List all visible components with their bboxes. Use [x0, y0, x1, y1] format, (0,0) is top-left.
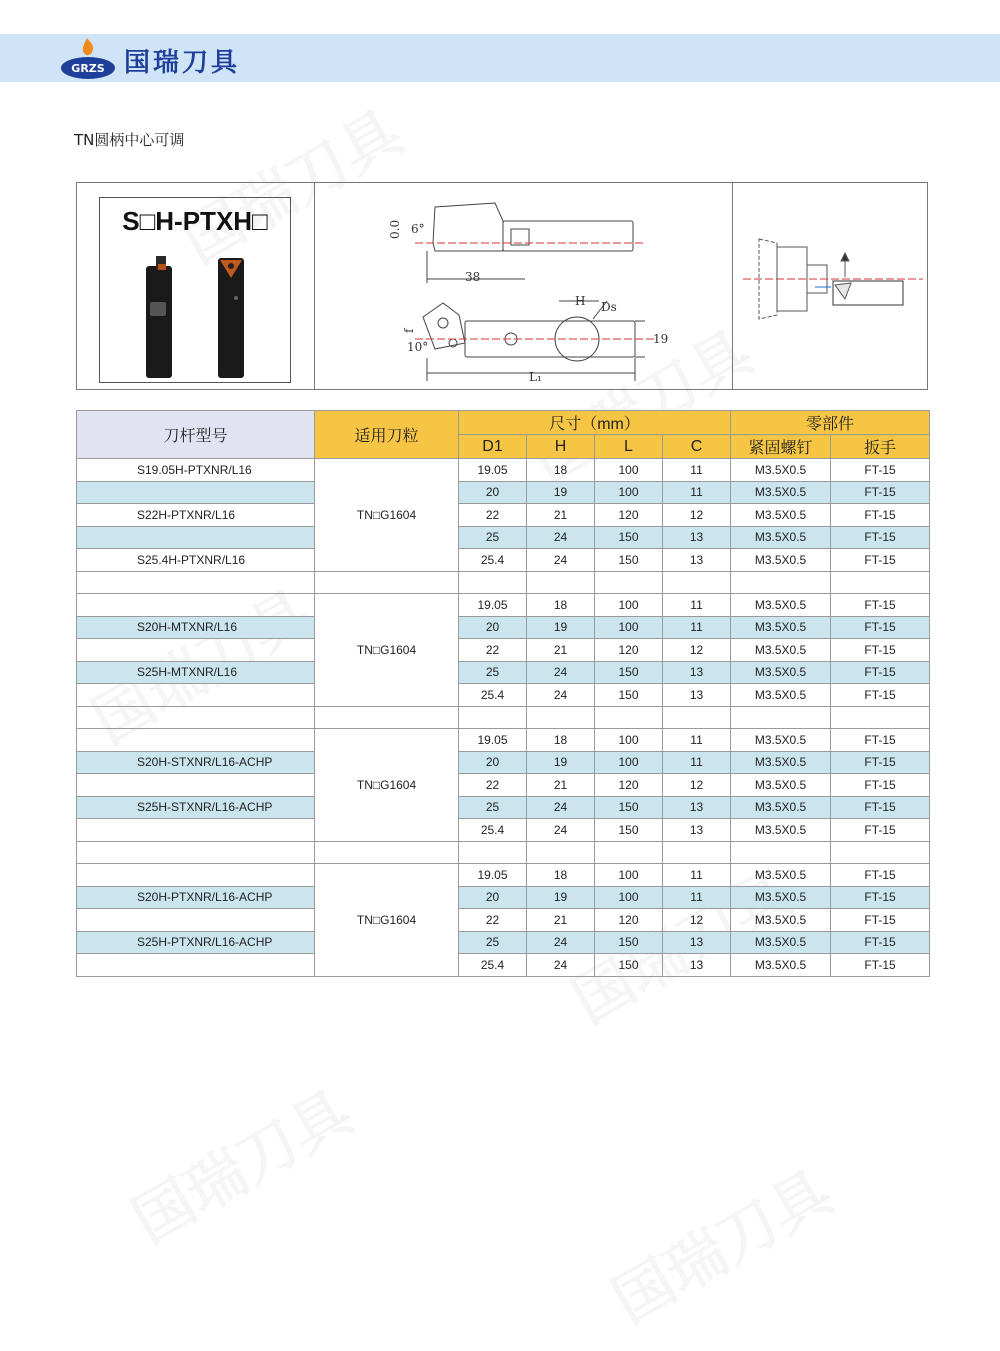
- D1-cell: 20: [459, 886, 527, 909]
- header-L: L: [595, 435, 663, 459]
- screw-cell: M3.5X0.5: [731, 774, 831, 797]
- D1-cell: 25.4: [459, 954, 527, 977]
- C-cell: 13: [663, 931, 731, 954]
- dim-H: H: [575, 294, 586, 308]
- model-cell: [77, 729, 315, 752]
- wrench-cell: FT-15: [831, 729, 930, 752]
- D1-cell: 19.05: [459, 594, 527, 617]
- L-cell: 150: [595, 661, 663, 684]
- table-row: [77, 886, 930, 909]
- empty-cell: [459, 841, 527, 864]
- table-row: [77, 909, 930, 932]
- spec-table: [76, 410, 930, 977]
- wrench-cell: FT-15: [831, 639, 930, 662]
- H-cell: 18: [527, 459, 595, 482]
- D1-cell: 25.4: [459, 684, 527, 707]
- L-cell: 100: [595, 864, 663, 887]
- C-cell: 11: [663, 594, 731, 617]
- H-cell: 21: [527, 774, 595, 797]
- D1-cell: 25: [459, 796, 527, 819]
- L-cell: 100: [595, 481, 663, 504]
- table-row: [77, 549, 930, 572]
- C-cell: 13: [663, 526, 731, 549]
- insert-cell: TN□G1604: [315, 729, 459, 842]
- screw-cell: M3.5X0.5: [731, 819, 831, 842]
- wrench-cell: FT-15: [831, 931, 930, 954]
- empty-cell: [663, 841, 731, 864]
- wrench-cell: FT-15: [831, 504, 930, 527]
- table-row: [77, 684, 930, 707]
- L-cell: 100: [595, 886, 663, 909]
- H-cell: 21: [527, 909, 595, 932]
- L-cell: 100: [595, 459, 663, 482]
- wrench-cell: FT-15: [831, 594, 930, 617]
- C-cell: 11: [663, 886, 731, 909]
- header-wrench: 扳手: [831, 435, 930, 459]
- screw-cell: M3.5X0.5: [731, 684, 831, 707]
- wrench-cell: FT-15: [831, 774, 930, 797]
- C-cell: 13: [663, 549, 731, 572]
- empty-cell: [315, 571, 459, 594]
- screw-cell: M3.5X0.5: [731, 594, 831, 617]
- header-H: H: [527, 435, 595, 459]
- empty-cell: [459, 706, 527, 729]
- wrench-cell: FT-15: [831, 796, 930, 819]
- model-cell: S22H-PTXNR/L16: [77, 504, 315, 527]
- header-C: C: [663, 435, 731, 459]
- dim-angle-10: 10°: [407, 340, 429, 354]
- table-row: [77, 819, 930, 842]
- dim-19: 19: [653, 332, 669, 346]
- screw-cell: M3.5X0.5: [731, 616, 831, 639]
- wrench-cell: FT-15: [831, 954, 930, 977]
- C-cell: 12: [663, 639, 731, 662]
- H-cell: 24: [527, 661, 595, 684]
- screw-cell: M3.5X0.5: [731, 549, 831, 572]
- model-cell: [77, 909, 315, 932]
- empty-cell: [527, 841, 595, 864]
- spacer-row: [77, 841, 930, 864]
- D1-cell: 19.05: [459, 864, 527, 887]
- table-row: [77, 504, 930, 527]
- H-cell: 24: [527, 549, 595, 572]
- D1-cell: 25: [459, 931, 527, 954]
- empty-cell: [459, 571, 527, 594]
- table-row: [77, 526, 930, 549]
- dim-Ds: Ds: [601, 300, 617, 314]
- model-cell: [77, 864, 315, 887]
- C-cell: 11: [663, 751, 731, 774]
- table-row: [77, 616, 930, 639]
- D1-cell: 19.05: [459, 459, 527, 482]
- empty-cell: [595, 706, 663, 729]
- H-cell: 18: [527, 594, 595, 617]
- model-cell: S19.05H-PTXNR/L16: [77, 459, 315, 482]
- model-cell: S25H-MTXNR/L16: [77, 661, 315, 684]
- L-cell: 150: [595, 796, 663, 819]
- dim-zero: 0.0: [388, 219, 402, 239]
- model-cell: [77, 481, 315, 504]
- table-row: [77, 594, 930, 617]
- C-cell: 11: [663, 864, 731, 887]
- C-cell: 12: [663, 909, 731, 932]
- H-cell: 24: [527, 954, 595, 977]
- table-row: [77, 639, 930, 662]
- D1-cell: 22: [459, 639, 527, 662]
- C-cell: 12: [663, 774, 731, 797]
- brand-watermark: [595, 1146, 846, 1340]
- D1-cell: 20: [459, 751, 527, 774]
- wrench-cell: FT-15: [831, 886, 930, 909]
- dim-f: f: [402, 328, 416, 333]
- model-cell: [77, 774, 315, 797]
- wrench-cell: FT-15: [831, 909, 930, 932]
- C-cell: 13: [663, 954, 731, 977]
- screw-cell: M3.5X0.5: [731, 526, 831, 549]
- empty-cell: [595, 841, 663, 864]
- table-row: [77, 459, 930, 482]
- page-subtitle: TN圆柄中心可调: [74, 131, 185, 149]
- table-row: [77, 751, 930, 774]
- empty-cell: [527, 706, 595, 729]
- wrench-cell: FT-15: [831, 481, 930, 504]
- C-cell: 13: [663, 661, 731, 684]
- table-row: [77, 661, 930, 684]
- L-cell: 150: [595, 684, 663, 707]
- empty-cell: [831, 706, 930, 729]
- insert-cell: TN□G1604: [315, 594, 459, 707]
- model-cell: S20H-MTXNR/L16: [77, 616, 315, 639]
- H-cell: 24: [527, 796, 595, 819]
- wrench-cell: FT-15: [831, 459, 930, 482]
- D1-cell: 22: [459, 909, 527, 932]
- L-cell: 150: [595, 819, 663, 842]
- spacer-row: [77, 571, 930, 594]
- empty-cell: [77, 706, 315, 729]
- empty-cell: [315, 841, 459, 864]
- model-cell: [77, 526, 315, 549]
- table-row: [77, 729, 930, 752]
- empty-cell: [595, 571, 663, 594]
- application-drawing: [733, 183, 927, 389]
- empty-cell: [731, 841, 831, 864]
- model-cell: S25H-STXNR/L16-ACHP: [77, 796, 315, 819]
- header-model: 刀杆型号: [77, 411, 315, 459]
- model-cell: S25H-PTXNR/L16-ACHP: [77, 931, 315, 954]
- spacer-row: [77, 706, 930, 729]
- model-cell: S20H-PTXNR/L16-ACHP: [77, 886, 315, 909]
- logo-text: GRZS: [71, 62, 105, 75]
- L-cell: 120: [595, 909, 663, 932]
- insert-cell: TN□G1604: [315, 459, 459, 572]
- header-screw: 紧固螺钉: [731, 435, 831, 459]
- insert-cell: TN□G1604: [315, 864, 459, 977]
- screw-cell: M3.5X0.5: [731, 481, 831, 504]
- header-D1: D1: [459, 435, 527, 459]
- C-cell: 11: [663, 616, 731, 639]
- table-row: [77, 796, 930, 819]
- H-cell: 21: [527, 639, 595, 662]
- C-cell: 11: [663, 481, 731, 504]
- L-cell: 100: [595, 594, 663, 617]
- empty-cell: [77, 571, 315, 594]
- model-code: S□H-PTXH□: [122, 206, 268, 236]
- L-cell: 150: [595, 954, 663, 977]
- wrench-cell: FT-15: [831, 819, 930, 842]
- L-cell: 100: [595, 751, 663, 774]
- C-cell: 13: [663, 684, 731, 707]
- wrench-cell: FT-15: [831, 684, 930, 707]
- header-parts: 零部件: [731, 411, 930, 435]
- table-row: [77, 481, 930, 504]
- D1-cell: 20: [459, 616, 527, 639]
- header-size: 尺寸（mm）: [459, 411, 731, 435]
- H-cell: 24: [527, 819, 595, 842]
- C-cell: 13: [663, 796, 731, 819]
- dim-L: L₁: [529, 370, 542, 384]
- H-cell: 19: [527, 751, 595, 774]
- L-cell: 150: [595, 931, 663, 954]
- dimension-drawing: [315, 183, 731, 389]
- C-cell: 11: [663, 729, 731, 752]
- H-cell: 18: [527, 864, 595, 887]
- brand-watermark: [115, 1066, 366, 1260]
- D1-cell: 25.4: [459, 549, 527, 572]
- screw-cell: M3.5X0.5: [731, 639, 831, 662]
- table-row: [77, 954, 930, 977]
- spec-table-wrapper: [76, 410, 929, 977]
- header-insert: 适用刀粒: [315, 411, 459, 459]
- H-cell: 18: [527, 729, 595, 752]
- H-cell: 19: [527, 886, 595, 909]
- table-row: [77, 931, 930, 954]
- screw-cell: M3.5X0.5: [731, 796, 831, 819]
- dim-38: 38: [465, 270, 481, 284]
- C-cell: 13: [663, 819, 731, 842]
- screw-cell: M3.5X0.5: [731, 864, 831, 887]
- screw-cell: M3.5X0.5: [731, 886, 831, 909]
- model-cell: S25.4H-PTXNR/L16: [77, 549, 315, 572]
- L-cell: 120: [595, 639, 663, 662]
- table-row: [77, 864, 930, 887]
- H-cell: 21: [527, 504, 595, 527]
- D1-cell: 19.05: [459, 729, 527, 752]
- screw-cell: M3.5X0.5: [731, 661, 831, 684]
- H-cell: 24: [527, 931, 595, 954]
- C-cell: 11: [663, 459, 731, 482]
- screw-cell: M3.5X0.5: [731, 931, 831, 954]
- empty-cell: [731, 706, 831, 729]
- wrench-cell: FT-15: [831, 751, 930, 774]
- screw-cell: M3.5X0.5: [731, 909, 831, 932]
- brand-name: 国瑞刀具: [124, 48, 241, 78]
- H-cell: 19: [527, 481, 595, 504]
- empty-cell: [731, 571, 831, 594]
- screw-cell: M3.5X0.5: [731, 729, 831, 752]
- model-cell: [77, 639, 315, 662]
- wrench-cell: FT-15: [831, 616, 930, 639]
- D1-cell: 25: [459, 526, 527, 549]
- D1-cell: 22: [459, 774, 527, 797]
- screw-cell: M3.5X0.5: [731, 751, 831, 774]
- model-cell: [77, 684, 315, 707]
- product-figure: [76, 182, 928, 390]
- screw-cell: M3.5X0.5: [731, 954, 831, 977]
- empty-cell: [663, 706, 731, 729]
- L-cell: 150: [595, 526, 663, 549]
- D1-cell: 25.4: [459, 819, 527, 842]
- empty-cell: [527, 571, 595, 594]
- D1-cell: 25: [459, 661, 527, 684]
- model-cell: S20H-STXNR/L16-ACHP: [77, 751, 315, 774]
- screw-cell: M3.5X0.5: [731, 504, 831, 527]
- L-cell: 120: [595, 504, 663, 527]
- screw-cell: M3.5X0.5: [731, 459, 831, 482]
- empty-cell: [663, 571, 731, 594]
- empty-cell: [831, 841, 930, 864]
- L-cell: 150: [595, 549, 663, 572]
- empty-cell: [77, 841, 315, 864]
- C-cell: 12: [663, 504, 731, 527]
- model-cell: [77, 819, 315, 842]
- wrench-cell: FT-15: [831, 661, 930, 684]
- wrench-cell: FT-15: [831, 526, 930, 549]
- brand-logo-icon: [60, 36, 122, 82]
- L-cell: 100: [595, 616, 663, 639]
- wrench-cell: FT-15: [831, 549, 930, 572]
- empty-cell: [831, 571, 930, 594]
- table-row: [77, 774, 930, 797]
- empty-cell: [315, 706, 459, 729]
- product-photo-box: [99, 197, 291, 383]
- model-cell: [77, 594, 315, 617]
- model-cell: [77, 954, 315, 977]
- tool-photo: [100, 242, 290, 382]
- L-cell: 120: [595, 774, 663, 797]
- dim-angle-6: 6°: [411, 222, 425, 236]
- H-cell: 24: [527, 684, 595, 707]
- H-cell: 24: [527, 526, 595, 549]
- wrench-cell: FT-15: [831, 864, 930, 887]
- D1-cell: 20: [459, 481, 527, 504]
- L-cell: 100: [595, 729, 663, 752]
- H-cell: 19: [527, 616, 595, 639]
- D1-cell: 22: [459, 504, 527, 527]
